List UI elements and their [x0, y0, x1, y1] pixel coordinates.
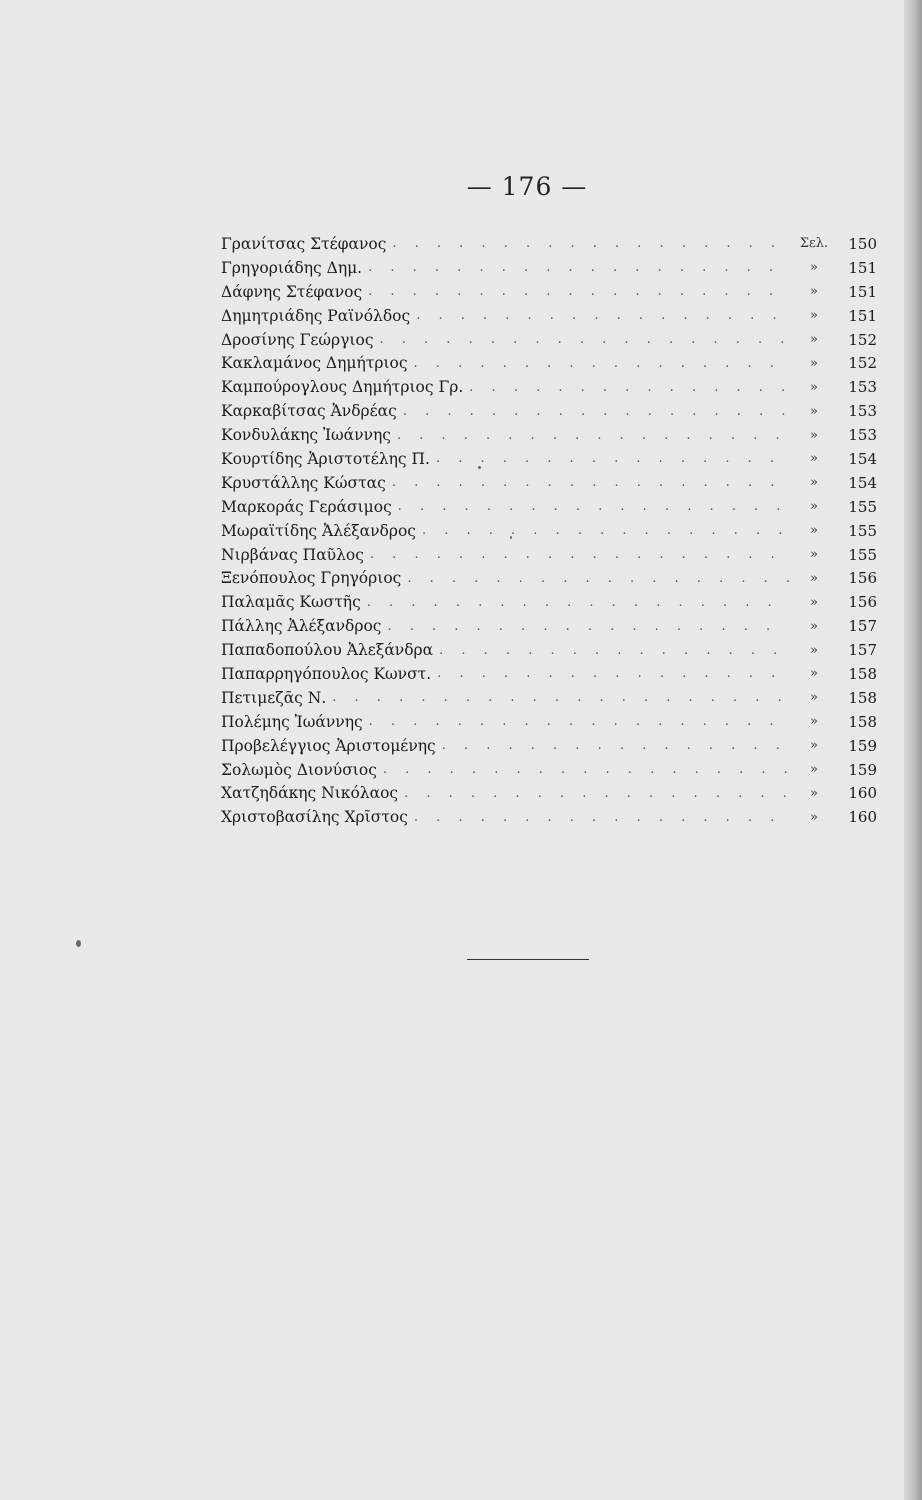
- index-entry: [221, 351, 877, 375]
- index-entry: [221, 710, 877, 734]
- dot-leader: [439, 643, 789, 658]
- entry-marker: »: [810, 451, 818, 467]
- dot-leader: [414, 356, 789, 371]
- entry-name: Κονδυλάκης Ἰωάννης: [221, 426, 391, 445]
- dot-leader: [469, 380, 789, 395]
- entry-marker: »: [810, 332, 818, 347]
- entry-marker: Σελ.: [799, 236, 829, 252]
- index-entry: [221, 805, 877, 829]
- entry-marker: »: [810, 738, 818, 754]
- dot-leader: [368, 260, 789, 275]
- entry-marker: »: [810, 475, 818, 491]
- entry-name: Δημητριάδης Ραϊνόλδος: [221, 306, 411, 325]
- entry-name: Παλαμᾶς Κωστῆς: [221, 593, 361, 612]
- entry-name: Μαρκοράς Γεράσιμος: [221, 497, 392, 516]
- dot-leader: [407, 571, 789, 586]
- dot-leader: [403, 404, 789, 419]
- entry-marker: »: [810, 499, 818, 515]
- entry-marker: »: [810, 284, 818, 300]
- entry-page-number: 152: [848, 354, 877, 373]
- page-number: — 176 —: [466, 172, 588, 201]
- ink-speck: [478, 466, 481, 469]
- entry-marker: »: [810, 785, 818, 801]
- entry-page-number: 155: [848, 497, 877, 516]
- dot-leader: [383, 762, 789, 777]
- index-entry: [221, 375, 877, 399]
- index-list: [221, 232, 877, 829]
- entry-name: Πετιμεζᾶς Ν.: [221, 688, 327, 707]
- entry-page-number: 157: [848, 617, 877, 636]
- dot-leader: [392, 236, 789, 251]
- index-entry: [221, 614, 877, 638]
- index-entry: [221, 399, 877, 423]
- dot-leader: [392, 475, 789, 490]
- entry-page-number: 151: [848, 258, 877, 277]
- entry-name: Νιρβάνας Παῦλος: [221, 545, 364, 564]
- entry-marker: »: [810, 260, 818, 276]
- entry-page-number: 158: [848, 712, 877, 731]
- dot-leader: [332, 690, 789, 705]
- index-entry: [221, 566, 877, 590]
- index-entry: [221, 662, 877, 686]
- entry-name: Καμπούρογλους Δημήτριος Γρ.: [221, 378, 464, 397]
- entry-page-number: 158: [848, 688, 877, 707]
- entry-page-number: 154: [848, 449, 877, 468]
- dot-leader: [422, 523, 789, 538]
- entry-name: Κρυστάλλης Κώστας: [221, 473, 386, 492]
- entry-page-number: 152: [848, 330, 877, 349]
- entry-marker: »: [810, 714, 818, 730]
- dot-leader: [397, 428, 789, 443]
- index-entry: [221, 423, 877, 447]
- entry-name: Δροσίνης Γεώργιος: [221, 330, 374, 349]
- entry-page-number: 153: [848, 378, 877, 397]
- entry-name: Χατζηδάκης Νικόλαος: [221, 784, 399, 803]
- entry-name: Κουρτίδης Ἀριστοτέλης Π.: [221, 449, 430, 468]
- entry-marker: »: [810, 570, 818, 586]
- index-entry: [221, 304, 877, 328]
- entry-marker: »: [810, 762, 818, 778]
- entry-name: Μωραϊτίδης Ἀλέξανδρος: [221, 521, 416, 540]
- entry-page-number: 159: [848, 760, 877, 779]
- entry-page-number: 155: [848, 521, 877, 540]
- index-entry: [221, 758, 877, 782]
- entry-marker: »: [810, 547, 818, 563]
- index-entry: [221, 734, 877, 758]
- dot-leader: [404, 786, 789, 801]
- entry-name: Πολέμης Ἰωάννης: [221, 712, 363, 731]
- entry-page-number: 158: [848, 664, 877, 683]
- entry-page-number: 151: [848, 306, 877, 325]
- entry-page-number: 160: [848, 808, 877, 827]
- index-entry: [221, 280, 877, 304]
- entry-marker: »: [810, 427, 818, 443]
- entry-name: Προβελέγγιος Ἀριστομένης: [221, 736, 436, 755]
- entry-name: Δάφνης Στέφανος: [221, 282, 363, 301]
- index-entry: [221, 447, 877, 471]
- entry-name: Καρκαβίτσας Ἀνδρέας: [221, 402, 397, 421]
- index-entry: [221, 638, 877, 662]
- entry-name: Ξενόπουλος Γρηγόριος: [221, 569, 402, 588]
- dot-leader: [367, 595, 789, 610]
- ink-speck: [510, 536, 512, 539]
- entry-name: Γρανίτσας Στέφανος: [221, 234, 387, 253]
- dot-leader: [369, 714, 789, 729]
- index-entry: [221, 328, 877, 352]
- entry-page-number: 156: [848, 569, 877, 588]
- entry-name: Κακλαμάνος Δημήτριος: [221, 354, 408, 373]
- dot-leader: [370, 547, 789, 562]
- entry-marker: »: [810, 308, 818, 324]
- dot-leader: [437, 666, 789, 681]
- entry-marker: »: [810, 594, 818, 610]
- dot-leader: [387, 619, 789, 634]
- entry-marker: »: [810, 379, 818, 395]
- dot-leader: [368, 284, 789, 299]
- index-entry: [221, 686, 877, 710]
- dot-leader: [442, 738, 789, 753]
- dot-leader: [380, 332, 789, 347]
- entry-page-number: 159: [848, 736, 877, 755]
- closing-rule: [467, 959, 589, 960]
- dot-leader: [416, 308, 789, 323]
- index-entry: [221, 495, 877, 519]
- index-entry: [221, 519, 877, 543]
- index-entry: [221, 232, 877, 256]
- index-entry: [221, 471, 877, 495]
- entry-page-number: 156: [848, 593, 877, 612]
- index-entry: [221, 256, 877, 280]
- entry-name: Παπαδοπούλου Ἀλεξάνδρα: [221, 641, 434, 660]
- entry-page-number: 153: [848, 402, 877, 421]
- index-entry: [221, 781, 877, 805]
- entry-name: Χριστοβασίλης Χρῖστος: [221, 808, 408, 827]
- entry-page-number: 155: [848, 545, 877, 564]
- ink-speck: [76, 940, 81, 947]
- entry-name: Παπαρρηγόπουλος Κωνστ.: [221, 664, 432, 683]
- entry-page-number: 157: [848, 641, 877, 660]
- entry-marker: »: [810, 666, 818, 682]
- entry-page-number: 153: [848, 426, 877, 445]
- entry-page-number: 150: [848, 234, 877, 253]
- dot-leader: [398, 499, 789, 514]
- entry-marker: »: [810, 690, 818, 706]
- entry-name: Πάλλης Ἀλέξανδρος: [221, 617, 382, 636]
- entry-marker: »: [810, 642, 818, 658]
- entry-name: Σολωμὸς Διονύσιος: [221, 760, 377, 779]
- entry-marker: »: [810, 355, 818, 371]
- page-edge: [904, 0, 922, 1500]
- entry-marker: »: [810, 403, 818, 419]
- index-entry: [221, 543, 877, 567]
- dot-leader: [414, 810, 789, 825]
- entry-marker: »: [810, 523, 818, 539]
- entry-page-number: 151: [848, 282, 877, 301]
- entry-name: Γρηγοριάδης Δημ.: [221, 258, 363, 277]
- dot-leader: [436, 451, 789, 466]
- index-entry: [221, 590, 877, 614]
- entry-marker: »: [810, 809, 818, 825]
- entry-page-number: 154: [848, 473, 877, 492]
- entry-marker: »: [810, 618, 818, 634]
- entry-page-number: 160: [848, 784, 877, 803]
